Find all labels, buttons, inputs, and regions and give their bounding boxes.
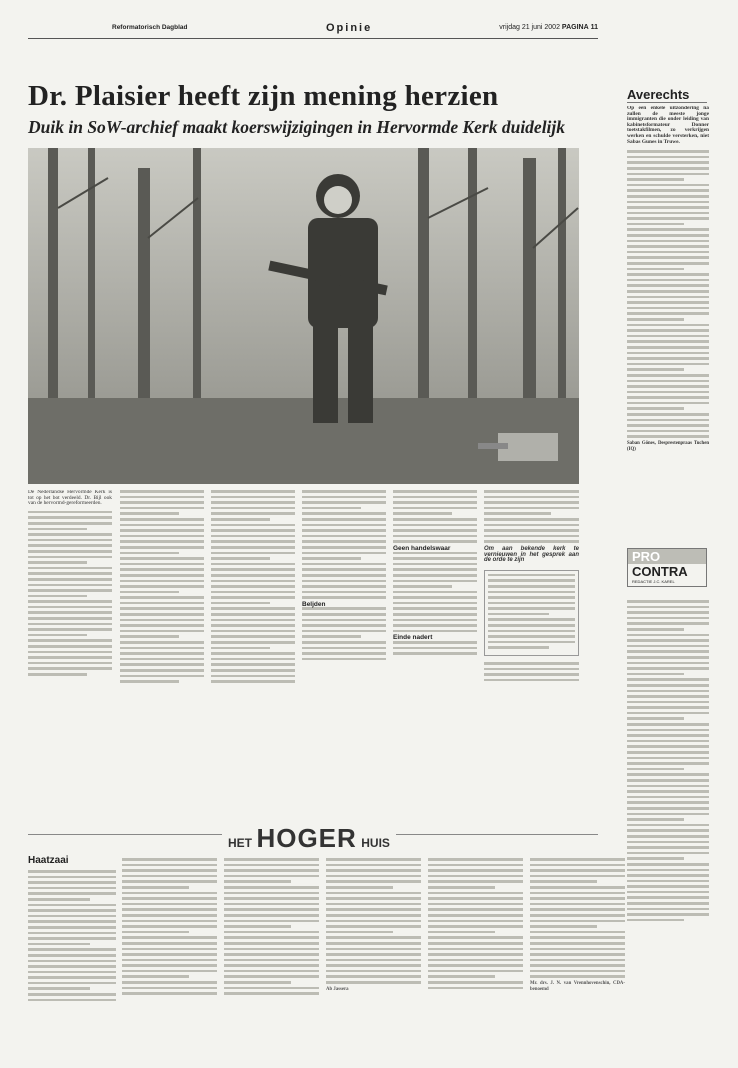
article-column-2 <box>120 490 204 800</box>
section-name: Opinie <box>326 22 373 34</box>
side-title: Averechts <box>627 87 690 102</box>
article-headline: Dr. Plaisier heeft zijn mening herzien <box>28 80 499 112</box>
contra-label: CONTRA <box>632 564 688 579</box>
haatzaai-col-6 <box>530 858 625 1050</box>
haatzaai-title: Haatzaai <box>28 855 69 866</box>
article-subheadline: Duik in SoW-archief maakt koerswijzigingen in Hervormde Kerk duidelijk <box>28 117 566 137</box>
article-column-6 <box>484 490 579 800</box>
article-column-5 <box>393 490 477 800</box>
hoger-big: HOGER <box>256 823 357 853</box>
date: vrijdag 21 juni 2002 <box>499 24 560 31</box>
hoger-huis-banner <box>0 815 600 855</box>
haatzaai-col-5 <box>428 858 523 1050</box>
side-lead: Op een enkele uitzondering na zullen de meeste jonge immigranten die onder leiding van kabinetsformateur Donner toetstakfilmen, zo verkrijgen werken en schulde versterken, niet Sabas Gunes in Truwe. <box>627 106 709 145</box>
masthead <box>28 22 598 39</box>
pro-contra-sub: REDACTIE J.C. KAREL <box>632 579 675 584</box>
article-subhead-3: Einde nadert <box>393 634 433 642</box>
haatzaai-col-3 <box>224 858 319 1050</box>
article-quote: Om aan bekende kerk te vernieuwen in het gesprek aan de orde te zijn <box>484 545 579 564</box>
haatzaai-footer: Mr. drs. J. N. van Vrennhovenschin, CDA-benoemd <box>530 981 625 992</box>
page-info <box>499 24 598 31</box>
article-subhead-2: Geen handelswaar <box>393 544 451 552</box>
side-byline: Saban Gönes, Desprestenpraas Tuchen (IQ) <box>627 441 709 452</box>
article-column-4 <box>302 490 386 800</box>
hoger-suffix: HUIS <box>361 836 390 850</box>
article-column-1 <box>28 490 112 800</box>
pro-contra-box <box>627 548 707 587</box>
haatzaai-col-4 <box>326 858 421 1050</box>
page-label: PAGINA <box>561 24 589 31</box>
article-column-3 <box>211 490 295 800</box>
forest-worker-illustration <box>28 148 579 484</box>
side-rule <box>627 102 707 103</box>
haatzaai-col-2 <box>122 858 217 1050</box>
pro-contra-column <box>627 600 709 1030</box>
paper-name: Reformatorisch Dagblad <box>112 24 188 31</box>
article-lead: De Nederlandse Hervormde Kerk is tot op het bot verdeeld. Dr. Bijl ook van de hervormd-gereformeerden. <box>28 490 112 507</box>
page-number: 11 <box>590 24 598 31</box>
side-column <box>627 106 709 536</box>
haatzaai-footer-mid: Ab Jassera <box>326 986 349 992</box>
haatzaai-col-1 <box>28 870 116 1050</box>
article-photo <box>28 148 579 484</box>
hoger-prefix: HET <box>228 836 252 850</box>
pro-label: PRO <box>628 549 706 564</box>
article-subhead-1: Beljden <box>302 600 326 608</box>
